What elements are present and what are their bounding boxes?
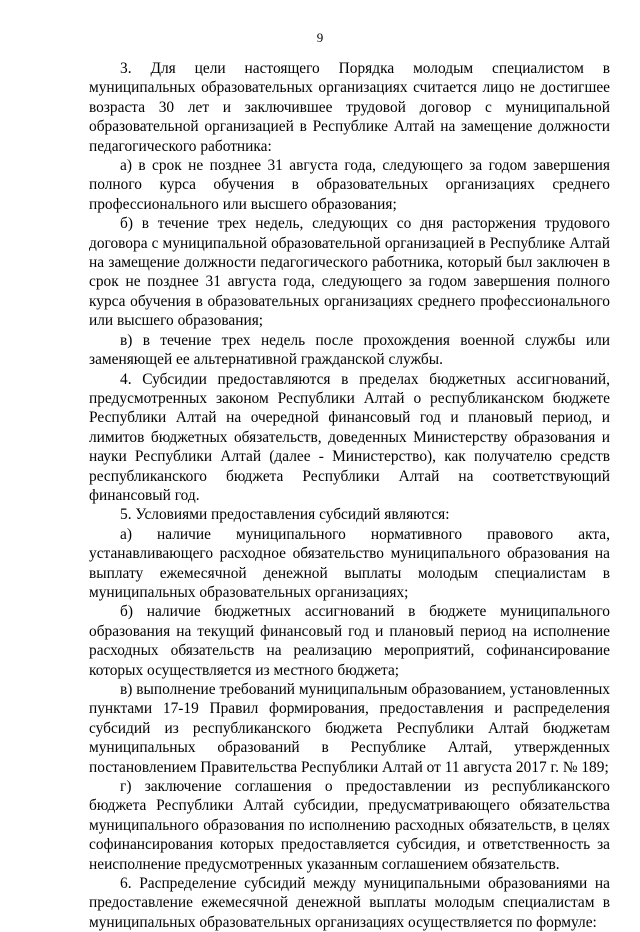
paragraph-5v: в) выполнение требований муниципальным образованием, установленных пунктами 17-19 Правил формирования, предоставления и распределения субсидий из республиканского бюджета Республики Алтай бюджетам муниципальных образований в Республике Алтай, утвержденных постановлением Правительства Республики Алтай от 11 августа 2017 г. № 189; xyxy=(89,681,610,776)
page-number: 9 xyxy=(316,30,324,45)
paragraph-3v: в) в течение трех недель после прохождения военной службы или заменяющей ее альтернативной гражданской службы. xyxy=(89,331,610,369)
paragraph-3-definition: 3. Для цели настоящего Порядка молодым специалистом в муниципальных образовательных организациях считается лицо не достигшее возраста 30 лет и заключившее трудовой договор с муниципальной образовательной организацией в Республике Алтай на замещение должности педагогического работника: xyxy=(89,60,610,155)
paragraph-5a: а) наличие муниципального нормативного правового акта, устанавливающего расходное обязательство муниципального образования на выплату ежемесячной денежной выплаты молодым специалистам в муниципальных образовательных организациях; xyxy=(89,525,610,601)
paragraph-6-distribution: 6. Распределение субсидий между муниципальными образованиями на предоставление ежемесячной денежной выплаты молодым специалистам в муниципальных образовательных организациях осуществляется по формуле: xyxy=(89,875,610,931)
document-body xyxy=(89,59,610,932)
paragraph-3a: а) в срок не позднее 31 августа года, следующего за годом завершения полного курса обучения в образовательных организациях среднего профессионального или высшего образования; xyxy=(89,157,610,213)
paragraph-4-subsidies: 4. Субсидии предоставляются в пределах бюджетных ассигнований, предусмотренных законом Республики Алтай о республиканском бюджете Республики Алтай на очередной финансовый год и плановый период, и лимитов бюджетных обязательств, доведенных Министерству образования и науки Республики Алтай (далее - Министерство), как получателю средств республиканского бюджета Республики Алтай на соответствующий финансовый год. xyxy=(89,370,610,504)
paragraph-5b: б) наличие бюджетных ассигнований в бюджете муниципального образования на текущий финансовый год и плановый период на исполнение расходных обязательств на реализацию мероприятий, софинансирование которых осуществляется из местного бюджета; xyxy=(89,603,610,679)
paragraph-5-conditions: 5. Условиями предоставления субсидий являются: xyxy=(120,506,450,524)
paragraph-5g: г) заключение соглашения о предоставлении из республиканского бюджета Республики Алтай субсидии, предусматривающего обязательства муниципального образования по исполнению расходных обязательств, в целях софинансирования которых предоставляется субсидия, и ответственность за неисполнение предусмотренных указанным соглашением обязательств. xyxy=(89,778,610,873)
paragraph-3b: б) в течение трех недель, следующих со дня расторжения трудового договора с муниципальной образовательной организацией в Республике Алтай на замещение должности педагогического работника, который был заключен в срок не позднее 31 августа года, следующего за годом завершения полного курса обучения в образовательных организациях среднего профессионального или высшего образования; xyxy=(89,215,610,330)
